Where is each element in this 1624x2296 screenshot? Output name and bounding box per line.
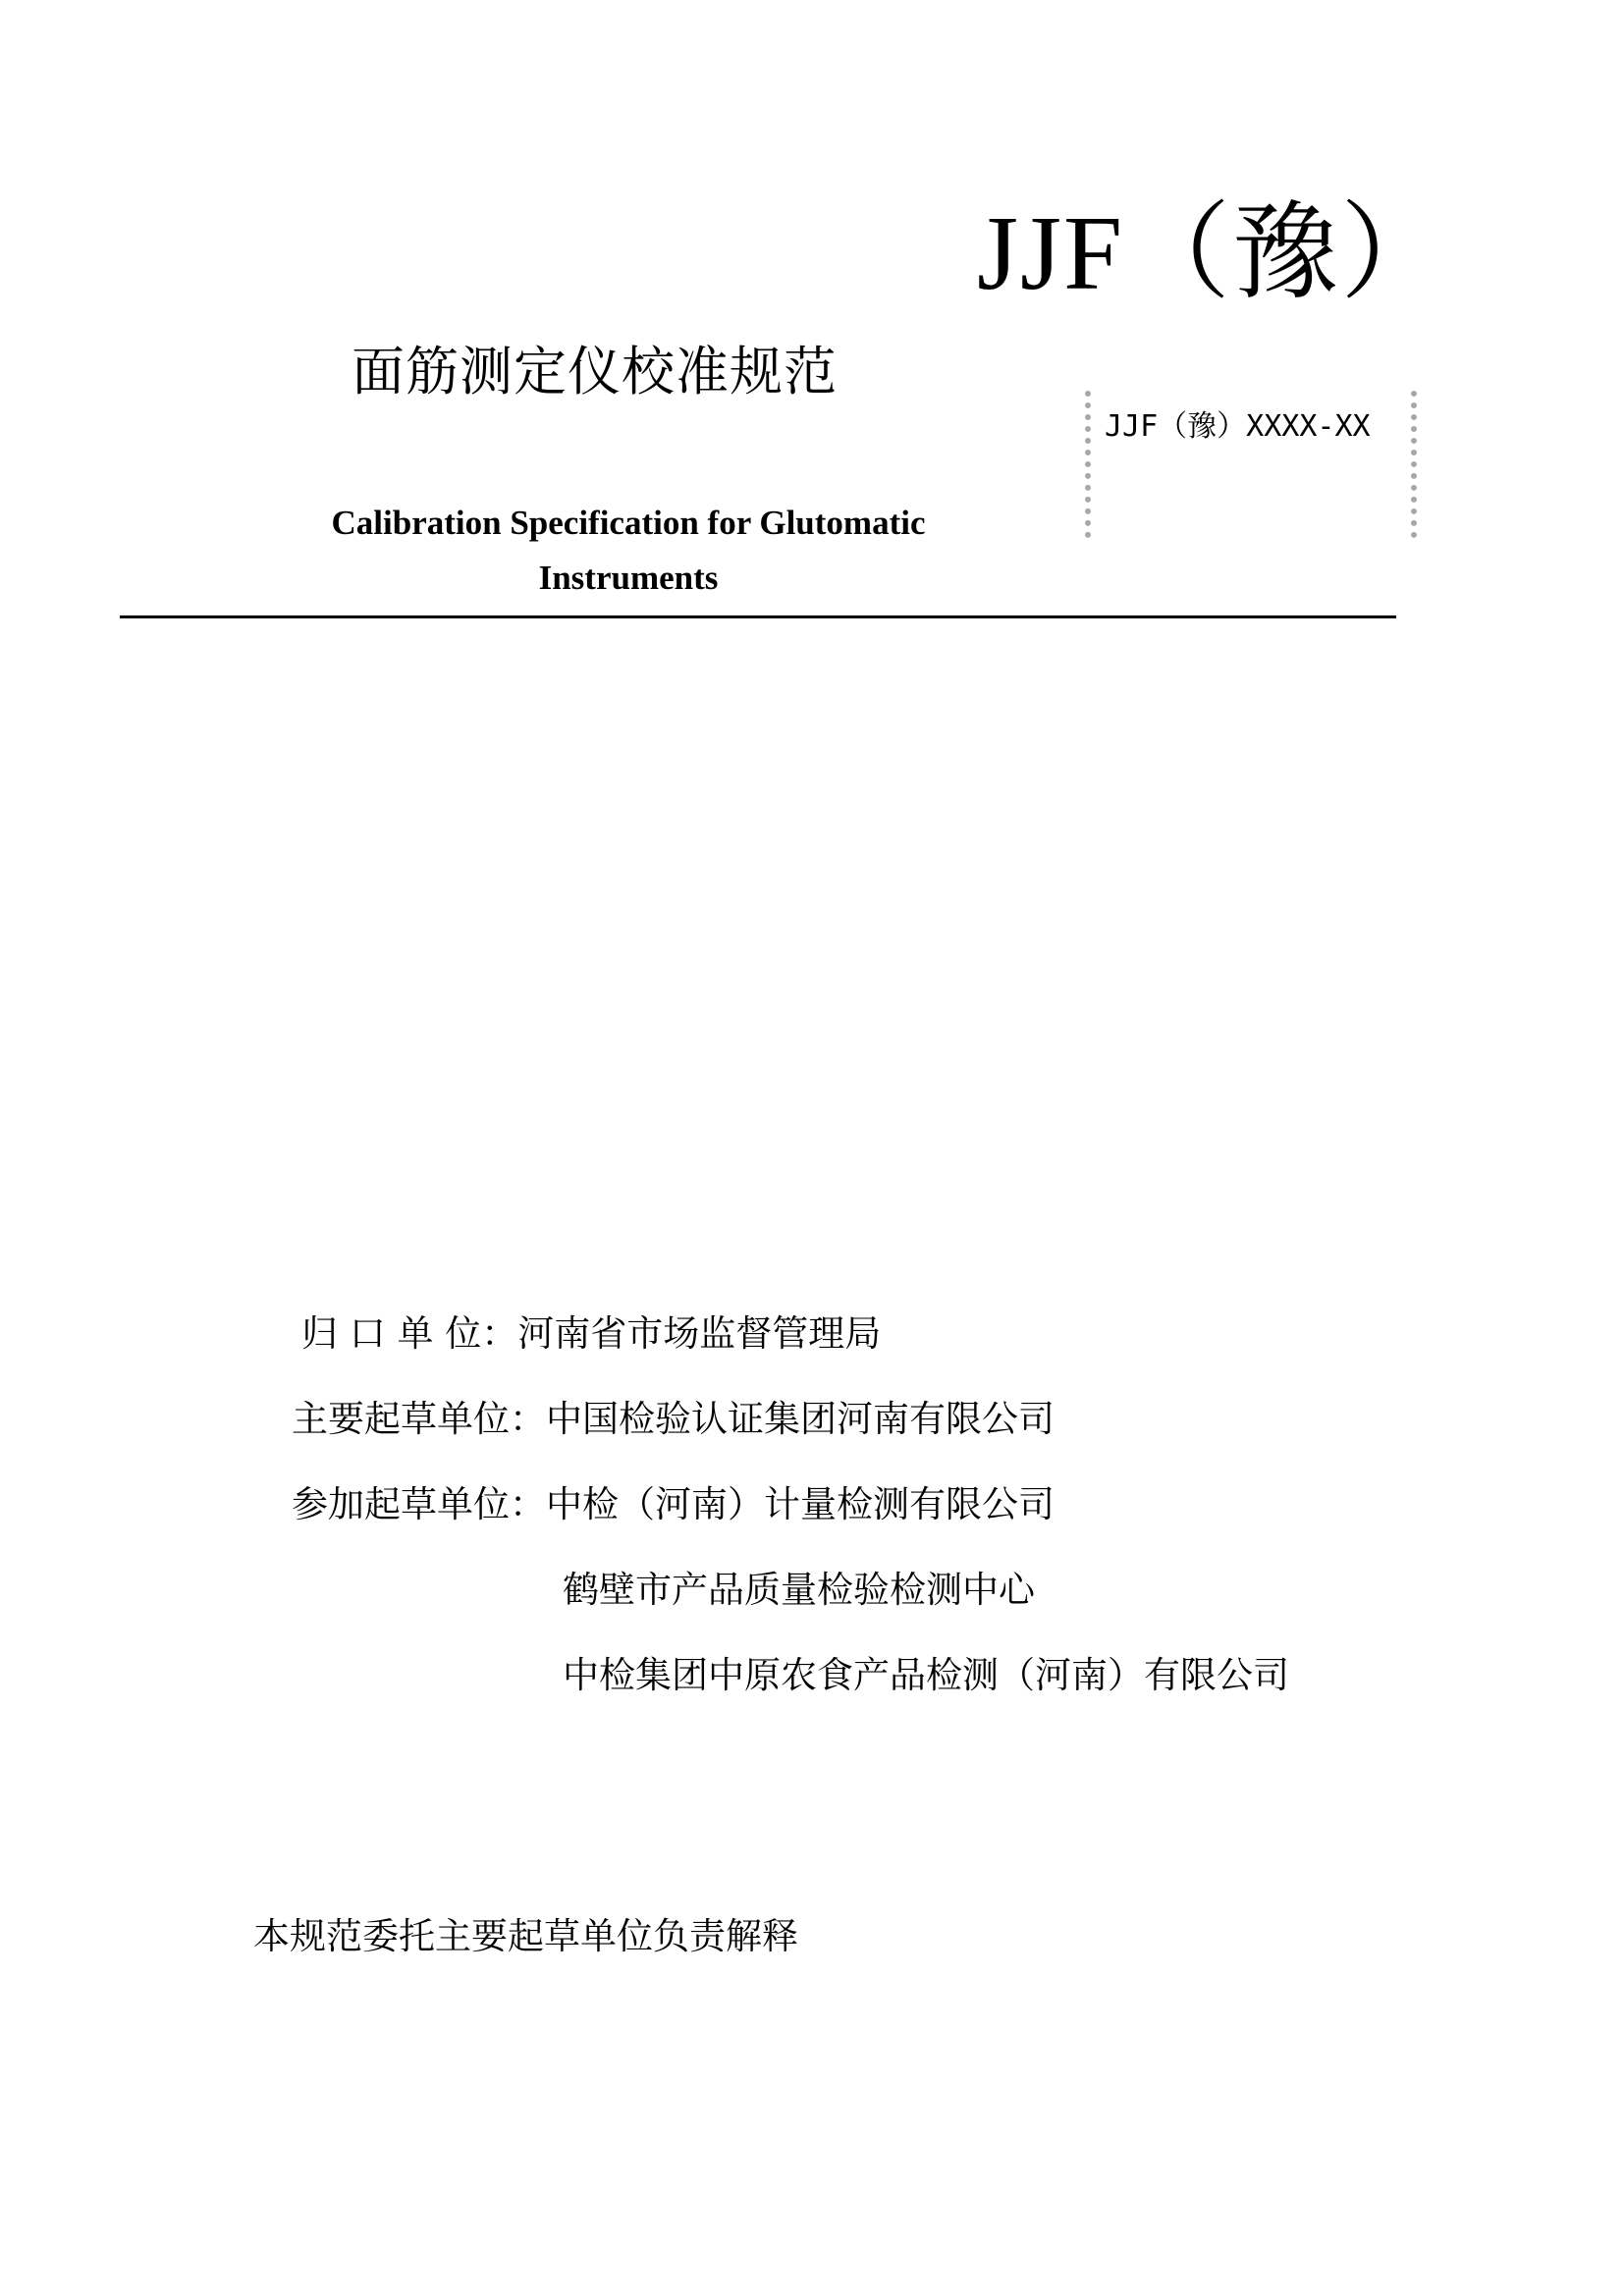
page-title-english-line-2: Instruments [538, 559, 719, 597]
standard-number: JJF（豫）XXXX-XX [1105, 409, 1371, 444]
participating-drafter-row [563, 1569, 1035, 1611]
main-drafter-value: 中国检验认证集团河南有限公司 [546, 1398, 1055, 1440]
interpretation-note: 本规范委托主要起草单位负责解释 [253, 1915, 798, 1957]
page-title-english-line-1: Calibration Specification for Glutomatic [331, 504, 926, 542]
responsible-unit-value: 河南省市场监督管理局 [517, 1312, 882, 1355]
participating-drafter-label: 参加起草单位 [292, 1483, 510, 1525]
responsible-unit-label: 归 口 单 位 [301, 1312, 482, 1355]
main-drafter-row: 主要起草单位：中国检验认证集团河南有限公司 [292, 1398, 1055, 1440]
participating-drafter-value: 鹤壁市产品质量检验检测中心 [563, 1569, 1035, 1611]
standard-number-box [1085, 391, 1417, 538]
responsible-unit-row: 归 口 单 位：河南省市场监督管理局 [301, 1312, 882, 1355]
participating-drafter-value: 中检（河南）计量检测有限公司 [546, 1483, 1055, 1525]
page-title-english [285, 496, 972, 606]
title-divider [120, 615, 1396, 618]
standard-code-large: JJF（豫） [977, 195, 1449, 312]
page-title-chinese: 面筋测定仪校准规范 [352, 341, 838, 402]
main-drafter-label: 主要起草单位 [292, 1398, 510, 1440]
participating-drafter-value: 中检集团中原农食产品检测（河南）有限公司 [563, 1654, 1289, 1696]
participating-drafter-row: 参加起草单位：中检（河南）计量检测有限公司 [292, 1483, 1055, 1525]
participating-drafter-row [563, 1654, 1289, 1696]
